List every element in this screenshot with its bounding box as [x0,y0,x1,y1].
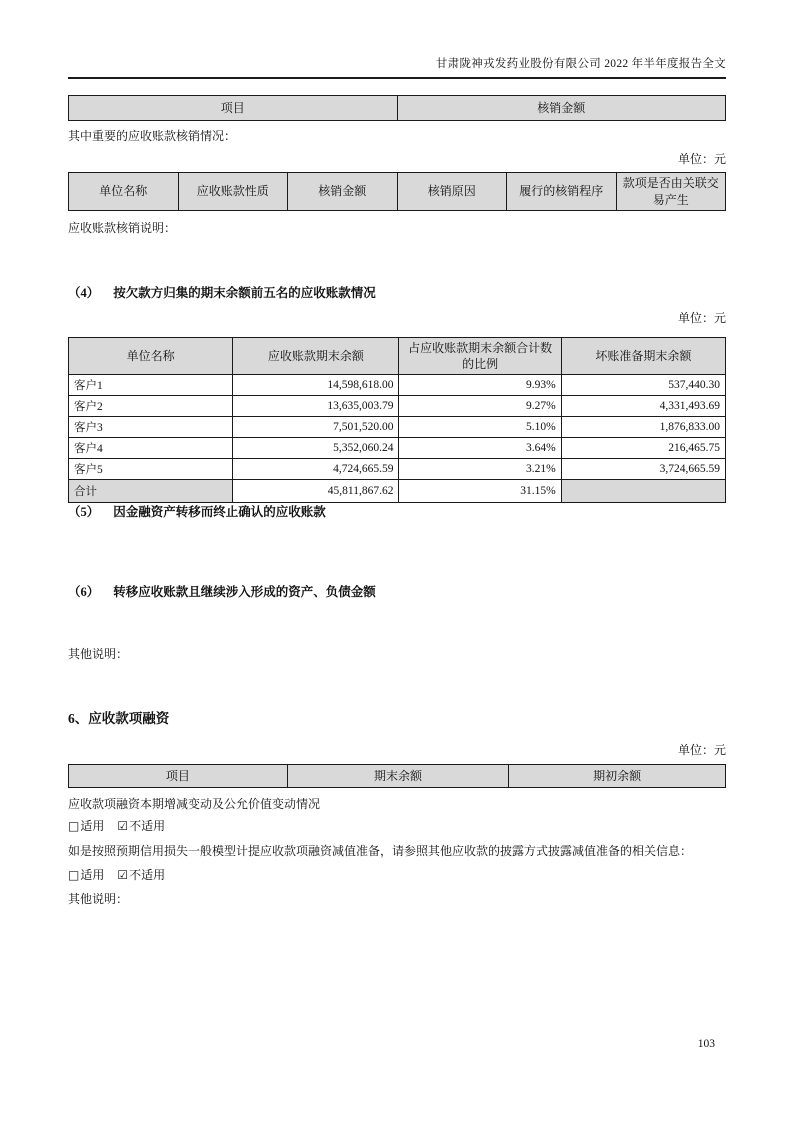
total-bad-debt-provision [561,480,725,503]
customer-name: 客户1 [69,375,233,396]
section-heading-4 [68,283,726,301]
applicable-option [68,868,104,882]
financing-section-heading [68,707,726,727]
column-header: 核销金额 [288,173,398,211]
column-header: 期末余额 [287,765,508,788]
section-number: （6） [68,585,100,599]
column-header: 单位名称 [69,338,233,375]
customer-name: 客户4 [69,438,233,459]
bad-debt-provision: 1,876,833.00 [561,417,725,438]
writeoff-summary-table [68,95,726,121]
customer-name: 客户3 [69,417,233,438]
column-header: 占应收账款期末余额合计数的比例 [399,338,561,375]
total-ending-balance: 45,811,867.62 [233,480,399,503]
bad-debt-provision: 216,465.75 [561,438,725,459]
customer-name: 客户5 [69,459,233,480]
ending-balance: 7,501,520.00 [233,417,399,438]
table-row [69,438,726,459]
checkbox-row [68,819,726,834]
column-header: 履行的核销程序 [507,173,617,211]
checkbox-checked-icon: ☑ [117,868,129,882]
section-title: 因金融资产转移而终止确认的应收账款 [113,505,326,519]
ratio: 3.21% [399,459,561,480]
column-header: 核销原因 [397,173,507,211]
writeoff-detail-table [68,172,726,211]
not-applicable-label: 不适用 [129,819,166,833]
ratio: 9.93% [399,375,561,396]
unit-label: 单位：元 [677,743,726,757]
ending-balance: 14,598,618.00 [233,375,399,396]
column-header: 应收账款性质 [178,173,288,211]
ratio: 9.27% [399,396,561,417]
section-title: 应收款项融资 [88,711,170,726]
unit-label: 单位：元 [677,311,726,325]
top5-receivables-table [68,337,726,503]
section-number: （5） [68,505,100,519]
total-ratio: 31.15% [399,480,561,503]
column-header: 项目 [69,96,398,121]
table-header-row [69,765,726,788]
table-header-row [69,338,726,375]
bad-debt-provision: 4,331,493.69 [561,396,725,417]
column-header: 期初余额 [509,765,726,788]
page-number: 103 [697,1038,715,1050]
section-heading-6 [68,582,726,600]
table-header-row [69,173,726,211]
not-applicable-option [117,868,165,882]
ending-balance: 13,635,003.79 [233,396,399,417]
column-header: 单位名称 [69,173,179,211]
not-applicable-label: 不适用 [129,868,166,882]
section-heading-5 [68,502,726,520]
important-writeoff-note: 其中重要的应收账款核销情况： [68,129,237,143]
writeoff-explanation-note: 应收账款核销说明： [68,221,177,235]
total-row [69,480,726,503]
section-title: 转移应收账款且继续涉入形成的资产、负债金额 [113,585,376,599]
applicable-label: 适用 [80,868,105,882]
ratio: 3.64% [399,438,561,459]
table-row [69,417,726,438]
checkbox-row [68,868,726,883]
column-header: 项目 [69,765,288,788]
table-header-row [69,96,726,121]
report-header-title: 甘肃陇神戎发药业股份有限公司 2022 年半年度报告全文 [435,58,726,70]
ending-balance: 4,724,665.59 [233,459,399,480]
checkbox-checked-icon: ☑ [117,819,129,833]
financing-table [68,764,726,788]
total-label: 合计 [69,480,233,503]
column-header: 坏账准备期末余额 [561,338,725,375]
applicable-label: 适用 [80,819,105,833]
customer-name: 客户2 [69,396,233,417]
checkbox-unchecked-icon: □ [68,819,80,833]
other-notes-label: 其他说明： [68,647,129,661]
not-applicable-option [117,819,165,833]
unit-label: 单位：元 [677,152,726,166]
ending-balance: 5,352,060.24 [233,438,399,459]
checkbox-unchecked-icon: □ [68,868,80,882]
applicable-option [68,819,104,833]
header-rule [68,77,726,79]
financing-change-note: 应收款项融资本期增减变动及公允价值变动情况 [68,797,321,811]
bad-debt-provision: 3,724,665.59 [561,459,725,480]
section-number: 6、 [68,711,89,726]
ratio: 5.10% [399,417,561,438]
other-notes-label: 其他说明： [68,892,129,906]
table-row [69,375,726,396]
bad-debt-provision: 537,440.30 [561,375,725,396]
impairment-reference-note: 如是按照预期信用损失一般模型计提应收款项融资减值准备，请参照其他应收款的披露方式披露减值准备的相关信息： [68,844,693,858]
table-row [69,459,726,480]
table-row [69,396,726,417]
column-header: 款项是否由关联交易产生 [616,173,726,211]
column-header: 应收账款期末余额 [233,338,399,375]
column-header: 核销金额 [397,96,726,121]
section-number: （4） [68,286,100,300]
section-title: 按欠款方归集的期末余额前五名的应收账款情况 [113,286,376,300]
